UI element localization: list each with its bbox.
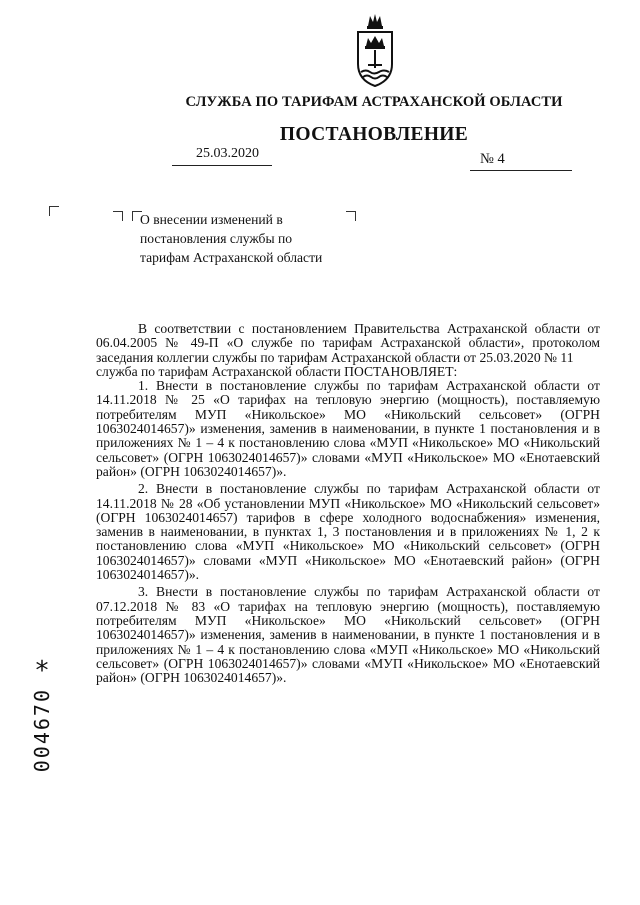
registration-number: 004670: [30, 688, 54, 773]
document-body: [96, 322, 600, 685]
decree-line: служба по тарифам Астраханской области ПОСТАНОВЛЯЕТ:: [96, 363, 458, 379]
document-number: № 4: [480, 151, 505, 167]
organization-name: СЛУЖБА ПО ТАРИФАМ АСТРАХАНСКОЙ ОБЛАСТИ: [185, 94, 563, 110]
document-date: 25.03.2020: [196, 146, 259, 161]
clause-3: 3. Внести в постановление службы по тарифам Астраханской области от 07.12.2018 № 83 «О тарифах на тепловую энергию (мощность), поставляемую потребителям МУП «Никольское» МО «Никольский сельсовет» (ОГРН 1063024014657)» изменения, заменив в наименовании, в пункте 1 постановления и в приложениях № 1 – 4 к постановлению слова «МУП «Никольское» МО «Никольский сельсовет» (ОГРН 1063024014657)» словами «МУП «Никольское» МО «Енотаевский район» (ОГРН 1063024014657)».: [96, 584, 600, 686]
date-underline: [172, 165, 272, 166]
coat-of-arms-icon: [352, 12, 398, 90]
document-type: ПОСТАНОВЛЕНИЕ: [279, 124, 469, 145]
address-corner-mark: [49, 206, 59, 216]
number-underline: [470, 170, 572, 171]
side-registration-stamp: [22, 656, 62, 850]
subject-corner-mark: [346, 211, 356, 221]
star-mark: *: [35, 656, 49, 686]
document-subject: О внесении изменений в постановления службы по тарифам Астраханской области: [140, 212, 323, 265]
preamble: В соответствии с постановлением Правительства Астраханской области от 06.04.2005 № 49-П «О службе по тарифам Астраханской области», протоколом заседания коллегии службы по тарифам Астраханской области от 25.03.2020 № 11: [96, 321, 600, 365]
clause-1: 1. Внести в постановление службы по тарифам Астраханской области от 14.11.2018 № 25 «О тарифах на тепловую энергию (мощность), поставляемую потребителям МУП «Никольское» МО «Никольский сельсовет» (ОГРН 1063024014657)» изменения, заменив в наименовании, в пункте 1 постановления и в приложениях № 1 – 4 к постановлению слова «МУП «Никольское» МО «Никольский сельсовет» (ОГРН 1063024014657)» словами «МУП «Никольское» МО «Енотаевский район» (ОГРН 1063024014657)».: [96, 378, 600, 479]
address-corner-mark: [113, 211, 123, 221]
clause-2: 2. Внести в постановление службы по тарифам Астраханской области от 14.11.2018 № 28 «Об установлении МУП «Никольское» МО «Никольский сельсовет» (ОГРН 1063024014657) тарифов в сфере холодного водоснабжения» изменения, заменив в наименовании, в пунктах 1, 3 постановления и в приложениях № 1, 2 к постановлению слова «МУП «Никольское» МО «Никольский сельсовет» (ОГРН 1063024014657)» словами «МУП «Никольское» МО «Енотаевский район» (ОГРН 1063024014657)».: [96, 481, 600, 583]
